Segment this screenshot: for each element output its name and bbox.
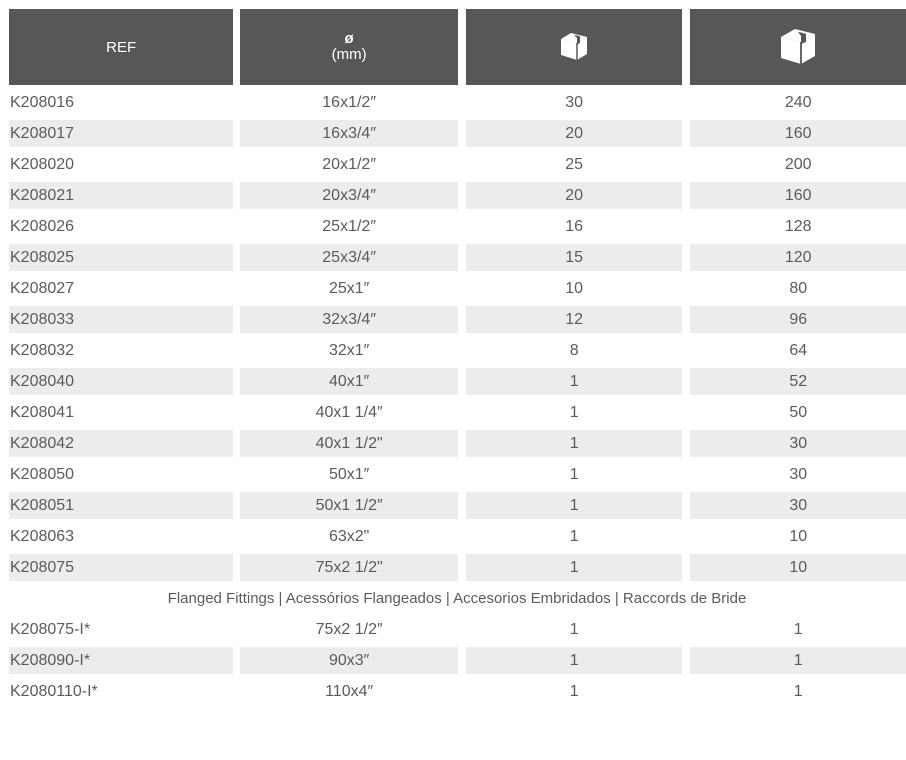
size-cell: 32x1″ (328, 341, 370, 359)
small-box-qty-cell: 15 (466, 244, 683, 271)
small-box-qty-cell: 1 (569, 682, 579, 700)
header-ref: REF (9, 9, 233, 85)
table-row (0, 616, 906, 643)
ref-cell: K208063 (10, 527, 75, 545)
table-row (0, 523, 906, 550)
table-row (0, 244, 906, 271)
small-box-qty-cell: 20 (466, 120, 683, 147)
large-box-qty-cell: 80 (789, 279, 808, 297)
small-box-qty-cell: 1 (466, 554, 683, 581)
large-box-qty-cell: 1 (793, 620, 803, 638)
table-row (0, 647, 906, 674)
size-cell: 25x3/4″ (240, 244, 458, 271)
large-box-qty-cell: 64 (789, 341, 808, 359)
large-box-qty-cell: 10 (789, 527, 808, 545)
large-box-icon (777, 27, 819, 67)
table-row (0, 89, 906, 116)
size-cell: 75x2 1/2" (240, 554, 458, 581)
size-cell: 75x2 1/2″ (315, 620, 383, 638)
ref-cell: K208075 (9, 554, 233, 581)
size-cell: 20x3/4″ (240, 182, 458, 209)
header-large-box (690, 9, 906, 85)
table-row (0, 275, 906, 302)
size-cell: 20x1/2″ (322, 155, 376, 173)
small-box-qty-cell: 1 (569, 527, 579, 545)
table-row (0, 151, 906, 178)
table-row (0, 461, 906, 488)
ref-cell: K208032 (10, 341, 75, 359)
small-box-qty-cell: 1 (466, 368, 683, 395)
table-row (0, 492, 906, 519)
size-cell: 40x1″ (240, 368, 458, 395)
large-box-qty-cell: 52 (690, 368, 906, 395)
ref-cell: K208040 (9, 368, 233, 395)
size-cell: 110x4″ (325, 682, 374, 700)
diameter-unit: (mm) (331, 46, 367, 63)
ref-cell: K208051 (9, 492, 233, 519)
large-box-qty-cell: 1 (793, 682, 803, 700)
ref-cell: K208027 (10, 279, 75, 297)
large-box-qty-cell: 1 (690, 647, 906, 674)
table-row (0, 678, 906, 705)
large-box-qty-cell: 30 (690, 492, 906, 519)
small-box-qty-cell: 1 (569, 465, 579, 483)
size-cell: 40x1 1/4″ (315, 403, 383, 421)
large-box-qty-cell: 160 (690, 182, 906, 209)
ref-cell: K208042 (9, 430, 233, 457)
size-cell: 25x1/2″ (322, 217, 376, 235)
ref-cell: K208016 (10, 93, 75, 111)
size-cell: 50x1″ (328, 465, 370, 483)
size-cell: 63x2" (328, 527, 370, 545)
size-cell: 50x1 1/2″ (240, 492, 458, 519)
small-box-qty-cell: 30 (565, 93, 584, 111)
large-box-qty-cell: 160 (690, 120, 906, 147)
small-box-qty-cell: 25 (565, 155, 584, 173)
ref-cell: K208050 (10, 465, 75, 483)
size-cell: 90x3″ (240, 647, 458, 674)
ref-cell: K208026 (10, 217, 75, 235)
ref-cell: K208020 (10, 155, 75, 173)
flanged-section-title: Flanged Fittings | Acessórios Flangeados | Accesorios Embridados | Raccords de Bride (167, 590, 747, 607)
ref-cell: K2080110-I* (10, 682, 98, 700)
ref-cell: K208017 (9, 120, 233, 147)
header-diameter (240, 9, 458, 85)
small-box-qty-cell: 12 (466, 306, 683, 333)
large-box-qty-cell: 120 (690, 244, 906, 271)
table-row (0, 399, 906, 426)
table-row (0, 554, 906, 581)
small-box-qty-cell: 1 (466, 430, 683, 457)
ref-cell: K208075-I* (10, 620, 91, 638)
size-cell: 16x3/4″ (240, 120, 458, 147)
ref-cell: K208090-I* (9, 647, 233, 674)
table-row (0, 120, 906, 147)
small-box-icon (557, 31, 591, 63)
small-box-qty-cell: 16 (565, 217, 584, 235)
large-box-qty-cell: 96 (690, 306, 906, 333)
table-row (0, 430, 906, 457)
large-box-qty-cell: 30 (690, 430, 906, 457)
table-row (0, 182, 906, 209)
table-row (0, 368, 906, 395)
diameter-symbol: ø (344, 30, 354, 47)
ref-cell: K208021 (9, 182, 233, 209)
table-row (0, 337, 906, 364)
product-table (0, 9, 906, 709)
small-box-qty-cell: 10 (565, 279, 584, 297)
table-row (0, 213, 906, 240)
small-box-qty-cell: 20 (466, 182, 683, 209)
size-cell: 25x1″ (328, 279, 370, 297)
size-cell: 40x1 1/2" (240, 430, 458, 457)
small-box-qty-cell: 1 (569, 403, 579, 421)
small-box-qty-cell: 1 (569, 620, 579, 638)
small-box-qty-cell: 8 (569, 341, 579, 359)
large-box-qty-cell: 50 (789, 403, 808, 421)
table-row (0, 306, 906, 333)
size-cell: 32x3/4″ (240, 306, 458, 333)
small-box-qty-cell: 1 (466, 647, 683, 674)
ref-cell: K208025 (9, 244, 233, 271)
large-box-qty-cell: 30 (789, 465, 808, 483)
large-box-qty-cell: 10 (690, 554, 906, 581)
table-header-row (0, 9, 906, 85)
small-box-qty-cell: 1 (466, 492, 683, 519)
ref-cell: K208033 (9, 306, 233, 333)
header-small-box (466, 9, 683, 85)
ref-cell: K208041 (10, 403, 75, 421)
size-cell: 16x1/2″ (322, 93, 376, 111)
large-box-qty-cell: 240 (784, 93, 812, 111)
large-box-qty-cell: 200 (784, 155, 812, 173)
large-box-qty-cell: 128 (784, 217, 812, 235)
